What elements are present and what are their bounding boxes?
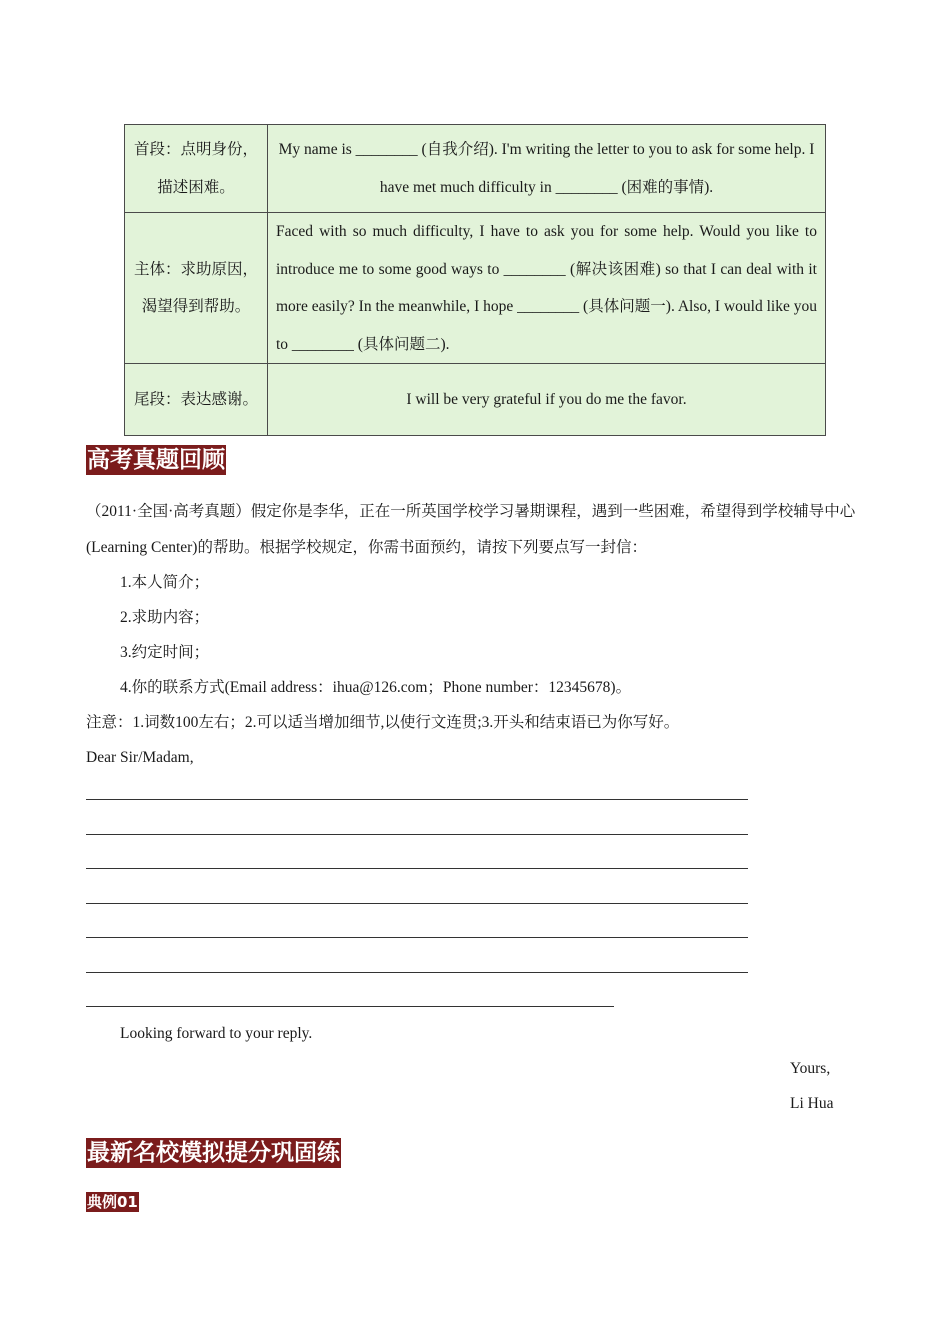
answer-line bbox=[86, 1006, 614, 1007]
letter-greeting: Dear Sir/Madam, bbox=[86, 749, 194, 766]
writing-template-table bbox=[124, 124, 826, 436]
task-point: 4.你的联系方式(Email address：ihua@126.com；Phone number：12345678)。 bbox=[120, 679, 632, 696]
task-point: 3.约定时间； bbox=[120, 644, 210, 661]
answer-line bbox=[86, 972, 748, 973]
task-point: 2.求助内容； bbox=[120, 609, 210, 626]
table-cell-template: I will be very grateful if you do me the favor. bbox=[268, 364, 826, 436]
answer-line bbox=[86, 937, 748, 938]
section-heading-exam-review: 高考真题回顾 bbox=[87, 447, 225, 473]
table-cell-template: Faced with so much difficulty, I have to ask you for some help. Would you like to introduce me to some good ways to ________ (解决该困难) so that I can deal with it more easily? In the meanwhile, I hope ________ (具体问题一). Also, I would like you to ________ (具体问题二). bbox=[268, 213, 826, 364]
table-row bbox=[125, 125, 826, 213]
table-row bbox=[125, 364, 826, 436]
table-cell-section: 首段：点明身份，描述困难。 bbox=[125, 125, 268, 213]
table-cell-section: 主体：求助原因，渴望得到帮助。 bbox=[125, 213, 268, 364]
letter-closing: Looking forward to your reply. bbox=[120, 1025, 313, 1042]
table-row bbox=[125, 213, 826, 364]
task-point: 1.本人简介； bbox=[120, 574, 210, 591]
task-note: 注意：1.词数100左右；2.可以适当增加细节,以使行文连贯;3.开头和结束语已为你写好。 bbox=[86, 714, 680, 731]
letter-sign-off: Yours, bbox=[790, 1060, 831, 1077]
answer-line bbox=[86, 903, 748, 904]
task-description: （2011·全国·高考真题）假定你是李华，正在一所英国学校学习暑期课程，遇到一些困难，希望得到学校辅导中心(Learning Center)的帮助。根据学校规定，你需书面预约，请按下列要点写一封信： bbox=[86, 503, 856, 556]
letter-signature-name: Li Hua bbox=[790, 1095, 834, 1112]
table-cell-section: 尾段：表达感谢。 bbox=[125, 364, 268, 436]
answer-line bbox=[86, 834, 748, 835]
example-label: 典例01 bbox=[87, 1193, 138, 1211]
answer-line bbox=[86, 868, 748, 869]
answer-line bbox=[86, 799, 748, 800]
table-cell-template: My name is ________ (自我介绍). I'm writing the letter to you to ask for some help. I have met much difficulty in ________ (困难的事情). bbox=[268, 125, 826, 213]
section-heading-mock-practice: 最新名校模拟提分巩固练 bbox=[87, 1140, 340, 1166]
